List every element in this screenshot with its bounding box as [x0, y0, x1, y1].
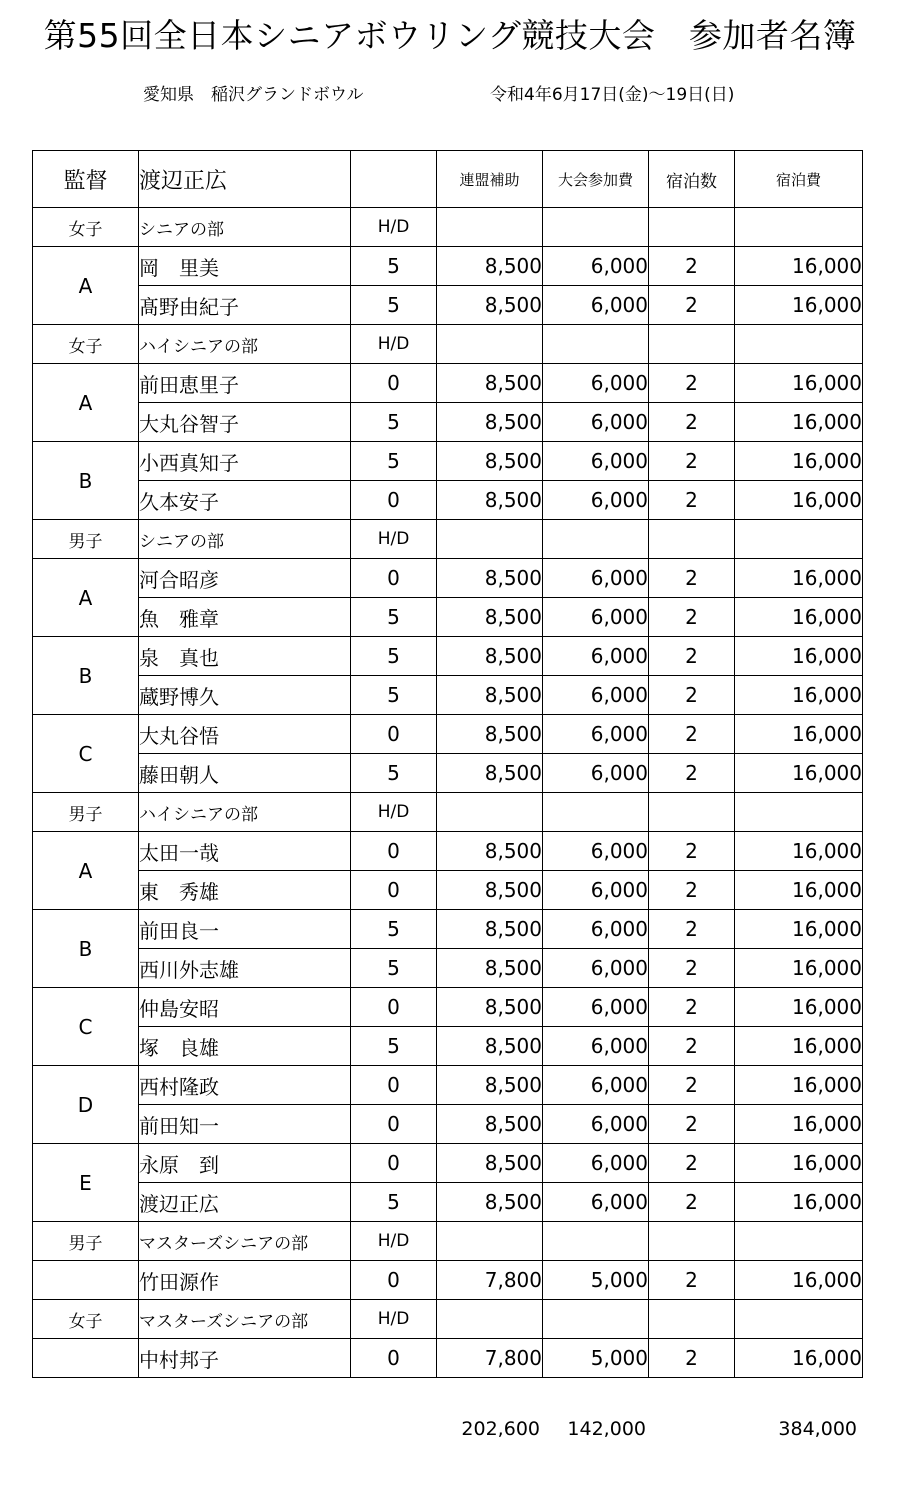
team-label: B [33, 910, 139, 988]
team-label: A [33, 832, 139, 910]
player-subsidy: 8,500 [437, 247, 543, 286]
section-empty-cell [543, 1222, 649, 1261]
player-hd: 5 [351, 247, 437, 286]
section-empty-cell [735, 793, 863, 832]
section-empty-cell [543, 793, 649, 832]
player-subsidy: 7,800 [437, 1339, 543, 1378]
player-name: 小西真知子 [139, 442, 351, 481]
player-nights: 2 [649, 1066, 735, 1105]
section-empty-cell [437, 793, 543, 832]
section-hd-label: H/D [351, 793, 437, 832]
section-empty-cell [649, 208, 735, 247]
table-row [33, 1066, 863, 1105]
table-row [33, 442, 863, 481]
team-label [33, 1261, 139, 1300]
section-empty-cell [735, 520, 863, 559]
player-entry-fee: 6,000 [543, 598, 649, 637]
table-row [33, 1261, 863, 1300]
section-division: マスターズシニアの部 [139, 1222, 351, 1261]
header-manager-name: 渡辺正広 [139, 151, 351, 208]
player-nights: 2 [649, 910, 735, 949]
page-title: 第55回全日本シニアボウリング競技大会 参加者名簿 [43, 16, 857, 55]
player-nights: 2 [649, 1339, 735, 1378]
player-nights: 2 [649, 832, 735, 871]
player-nights: 2 [649, 286, 735, 325]
player-name: 藤田朝人 [139, 754, 351, 793]
team-label [33, 1339, 139, 1378]
section-empty-cell [437, 1222, 543, 1261]
team-label: A [33, 247, 139, 325]
player-hd: 0 [351, 1144, 437, 1183]
section-empty-cell [649, 520, 735, 559]
table-row [33, 910, 863, 949]
player-lodging: 16,000 [735, 1339, 863, 1378]
section-hd-label: H/D [351, 1300, 437, 1339]
player-lodging: 16,000 [735, 247, 863, 286]
section-empty-cell [649, 325, 735, 364]
player-nights: 2 [649, 1261, 735, 1300]
table-row [33, 247, 863, 286]
player-nights: 2 [649, 559, 735, 598]
player-lodging: 16,000 [735, 910, 863, 949]
section-division: マスターズシニアの部 [139, 1300, 351, 1339]
section-empty-cell [649, 1222, 735, 1261]
section-empty-cell [735, 325, 863, 364]
player-hd: 5 [351, 676, 437, 715]
section-empty-cell [735, 208, 863, 247]
player-lodging: 16,000 [735, 1261, 863, 1300]
player-entry-fee: 6,000 [543, 910, 649, 949]
team-label: E [33, 1144, 139, 1222]
player-entry-fee: 6,000 [543, 364, 649, 403]
section-row [33, 1222, 863, 1261]
player-hd: 0 [351, 832, 437, 871]
player-hd: 0 [351, 559, 437, 598]
player-lodging: 16,000 [735, 988, 863, 1027]
player-name: 泉 真也 [139, 637, 351, 676]
player-hd: 0 [351, 715, 437, 754]
table-row [33, 1339, 863, 1378]
table-row [33, 754, 863, 793]
player-hd: 5 [351, 910, 437, 949]
team-label: D [33, 1066, 139, 1144]
player-name: 久本安子 [139, 481, 351, 520]
player-subsidy: 8,500 [437, 364, 543, 403]
header-nights: 宿泊数 [649, 151, 735, 208]
section-row [33, 325, 863, 364]
player-lodging: 16,000 [735, 1144, 863, 1183]
player-entry-fee: 6,000 [543, 949, 649, 988]
participant-table [32, 150, 863, 1378]
section-gender: 女子 [33, 1300, 139, 1339]
player-nights: 2 [649, 637, 735, 676]
section-division: シニアの部 [139, 208, 351, 247]
section-empty-cell [437, 520, 543, 559]
section-empty-cell [543, 1300, 649, 1339]
player-subsidy: 8,500 [437, 949, 543, 988]
total-lodging: 384,000 [778, 1418, 857, 1440]
participant-table-body [33, 151, 863, 1378]
player-entry-fee: 6,000 [543, 481, 649, 520]
player-hd: 5 [351, 598, 437, 637]
section-empty-cell [649, 1300, 735, 1339]
player-hd: 0 [351, 1261, 437, 1300]
player-entry-fee: 6,000 [543, 988, 649, 1027]
team-label: A [33, 559, 139, 637]
player-subsidy: 8,500 [437, 442, 543, 481]
player-lodging: 16,000 [735, 442, 863, 481]
player-entry-fee: 5,000 [543, 1261, 649, 1300]
player-nights: 2 [649, 364, 735, 403]
player-hd: 0 [351, 988, 437, 1027]
player-nights: 2 [649, 1183, 735, 1222]
section-gender: 女子 [33, 325, 139, 364]
player-subsidy: 8,500 [437, 403, 543, 442]
player-entry-fee: 6,000 [543, 754, 649, 793]
table-row [33, 1105, 863, 1144]
section-empty-cell [735, 1222, 863, 1261]
player-hd: 5 [351, 1027, 437, 1066]
player-nights: 2 [649, 988, 735, 1027]
section-division: ハイシニアの部 [139, 325, 351, 364]
player-hd: 0 [351, 1105, 437, 1144]
section-empty-cell [437, 325, 543, 364]
player-name: 渡辺正広 [139, 1183, 351, 1222]
table-row [33, 598, 863, 637]
player-subsidy: 8,500 [437, 832, 543, 871]
header-entry-fee: 大会参加費 [543, 151, 649, 208]
player-subsidy: 8,500 [437, 1066, 543, 1105]
player-subsidy: 8,500 [437, 1144, 543, 1183]
player-entry-fee: 6,000 [543, 1066, 649, 1105]
player-lodging: 16,000 [735, 715, 863, 754]
player-lodging: 16,000 [735, 481, 863, 520]
player-subsidy: 8,500 [437, 1027, 543, 1066]
section-row [33, 208, 863, 247]
player-entry-fee: 6,000 [543, 286, 649, 325]
table-row [33, 715, 863, 754]
player-subsidy: 8,500 [437, 1183, 543, 1222]
player-hd: 0 [351, 364, 437, 403]
player-hd: 5 [351, 442, 437, 481]
player-entry-fee: 6,000 [543, 715, 649, 754]
header-subsidy: 連盟補助 [437, 151, 543, 208]
section-empty-cell [543, 325, 649, 364]
player-hd: 0 [351, 1066, 437, 1105]
table-row [33, 949, 863, 988]
player-nights: 2 [649, 442, 735, 481]
player-hd: 5 [351, 1183, 437, 1222]
section-hd-label: H/D [351, 208, 437, 247]
table-row [33, 1144, 863, 1183]
player-name: 竹田源作 [139, 1261, 351, 1300]
player-nights: 2 [649, 403, 735, 442]
player-entry-fee: 6,000 [543, 637, 649, 676]
player-nights: 2 [649, 481, 735, 520]
player-name: 大丸谷悟 [139, 715, 351, 754]
section-row [33, 793, 863, 832]
table-row [33, 559, 863, 598]
player-entry-fee: 5,000 [543, 1339, 649, 1378]
player-hd: 5 [351, 637, 437, 676]
team-label: C [33, 988, 139, 1066]
player-nights: 2 [649, 1027, 735, 1066]
team-label: A [33, 364, 139, 442]
player-lodging: 16,000 [735, 598, 863, 637]
player-entry-fee: 6,000 [543, 832, 649, 871]
player-nights: 2 [649, 247, 735, 286]
section-empty-cell [437, 1300, 543, 1339]
player-hd: 5 [351, 754, 437, 793]
player-name: 河合昭彦 [139, 559, 351, 598]
player-name: 永原 到 [139, 1144, 351, 1183]
player-lodging: 16,000 [735, 949, 863, 988]
section-division: ハイシニアの部 [139, 793, 351, 832]
player-subsidy: 8,500 [437, 481, 543, 520]
section-empty-cell [735, 1300, 863, 1339]
section-empty-cell [649, 793, 735, 832]
player-entry-fee: 6,000 [543, 1105, 649, 1144]
section-hd-label: H/D [351, 325, 437, 364]
player-name: 西川外志雄 [139, 949, 351, 988]
table-row [33, 481, 863, 520]
player-name: 東 秀雄 [139, 871, 351, 910]
player-name: 仲島安昭 [139, 988, 351, 1027]
section-gender: 女子 [33, 208, 139, 247]
table-row [33, 286, 863, 325]
venue-text: 愛知県 稲沢グランドボウル [143, 85, 364, 105]
table-header-row [33, 151, 863, 208]
section-row [33, 1300, 863, 1339]
section-hd-label: H/D [351, 1222, 437, 1261]
header-blank-cell [351, 151, 437, 208]
player-subsidy: 8,500 [437, 676, 543, 715]
player-name: 大丸谷智子 [139, 403, 351, 442]
player-name: 岡 里美 [139, 247, 351, 286]
player-subsidy: 8,500 [437, 286, 543, 325]
player-hd: 0 [351, 481, 437, 520]
table-row [33, 637, 863, 676]
player-subsidy: 8,500 [437, 559, 543, 598]
player-lodging: 16,000 [735, 1183, 863, 1222]
total-subsidy: 202,600 [461, 1418, 540, 1440]
player-nights: 2 [649, 598, 735, 637]
player-subsidy: 8,500 [437, 715, 543, 754]
player-lodging: 16,000 [735, 559, 863, 598]
player-entry-fee: 6,000 [543, 247, 649, 286]
player-subsidy: 8,500 [437, 598, 543, 637]
table-row [33, 1183, 863, 1222]
player-hd: 0 [351, 871, 437, 910]
player-name: 前田知一 [139, 1105, 351, 1144]
player-lodging: 16,000 [735, 832, 863, 871]
player-nights: 2 [649, 715, 735, 754]
player-lodging: 16,000 [735, 637, 863, 676]
player-hd: 0 [351, 1339, 437, 1378]
player-lodging: 16,000 [735, 1027, 863, 1066]
player-entry-fee: 6,000 [543, 871, 649, 910]
player-name: 前田良一 [139, 910, 351, 949]
player-entry-fee: 6,000 [543, 676, 649, 715]
table-row [33, 871, 863, 910]
table-row [33, 403, 863, 442]
team-label: B [33, 637, 139, 715]
player-subsidy: 8,500 [437, 754, 543, 793]
player-hd: 5 [351, 949, 437, 988]
player-lodging: 16,000 [735, 403, 863, 442]
player-name: 髙野由紀子 [139, 286, 351, 325]
player-entry-fee: 6,000 [543, 1183, 649, 1222]
player-lodging: 16,000 [735, 364, 863, 403]
section-hd-label: H/D [351, 520, 437, 559]
player-hd: 5 [351, 286, 437, 325]
player-name: 前田恵里子 [139, 364, 351, 403]
section-empty-cell [543, 208, 649, 247]
player-name: 塚 良雄 [139, 1027, 351, 1066]
player-entry-fee: 6,000 [543, 442, 649, 481]
section-gender: 男子 [33, 1222, 139, 1261]
header-role-cell: 監督 [33, 151, 139, 208]
player-entry-fee: 6,000 [543, 403, 649, 442]
player-name: 太田一哉 [139, 832, 351, 871]
event-dates: 令和4年6月17日(金)～19日(日) [490, 85, 735, 105]
table-row [33, 1027, 863, 1066]
player-entry-fee: 6,000 [543, 1027, 649, 1066]
player-subsidy: 7,800 [437, 1261, 543, 1300]
player-lodging: 16,000 [735, 676, 863, 715]
player-lodging: 16,000 [735, 871, 863, 910]
player-lodging: 16,000 [735, 1105, 863, 1144]
section-gender: 男子 [33, 520, 139, 559]
player-nights: 2 [649, 949, 735, 988]
player-subsidy: 8,500 [437, 871, 543, 910]
player-lodging: 16,000 [735, 286, 863, 325]
player-hd: 5 [351, 403, 437, 442]
player-nights: 2 [649, 871, 735, 910]
player-lodging: 16,000 [735, 1066, 863, 1105]
section-gender: 男子 [33, 793, 139, 832]
player-entry-fee: 6,000 [543, 559, 649, 598]
player-subsidy: 8,500 [437, 910, 543, 949]
player-name: 西村隆政 [139, 1066, 351, 1105]
table-row [33, 832, 863, 871]
player-subsidy: 8,500 [437, 637, 543, 676]
player-nights: 2 [649, 676, 735, 715]
team-label: B [33, 442, 139, 520]
player-subsidy: 8,500 [437, 988, 543, 1027]
player-entry-fee: 6,000 [543, 1144, 649, 1183]
player-lodging: 16,000 [735, 754, 863, 793]
player-name: 魚 雅章 [139, 598, 351, 637]
player-name: 蔵野博久 [139, 676, 351, 715]
section-row [33, 520, 863, 559]
total-entry-fee: 142,000 [567, 1418, 646, 1440]
section-empty-cell [437, 208, 543, 247]
player-nights: 2 [649, 754, 735, 793]
table-row [33, 364, 863, 403]
player-subsidy: 8,500 [437, 1105, 543, 1144]
player-name: 中村邦子 [139, 1339, 351, 1378]
header-lodging: 宿泊費 [735, 151, 863, 208]
section-division: シニアの部 [139, 520, 351, 559]
player-nights: 2 [649, 1105, 735, 1144]
table-row [33, 988, 863, 1027]
section-empty-cell [543, 520, 649, 559]
team-label: C [33, 715, 139, 793]
player-nights: 2 [649, 1144, 735, 1183]
table-row [33, 676, 863, 715]
